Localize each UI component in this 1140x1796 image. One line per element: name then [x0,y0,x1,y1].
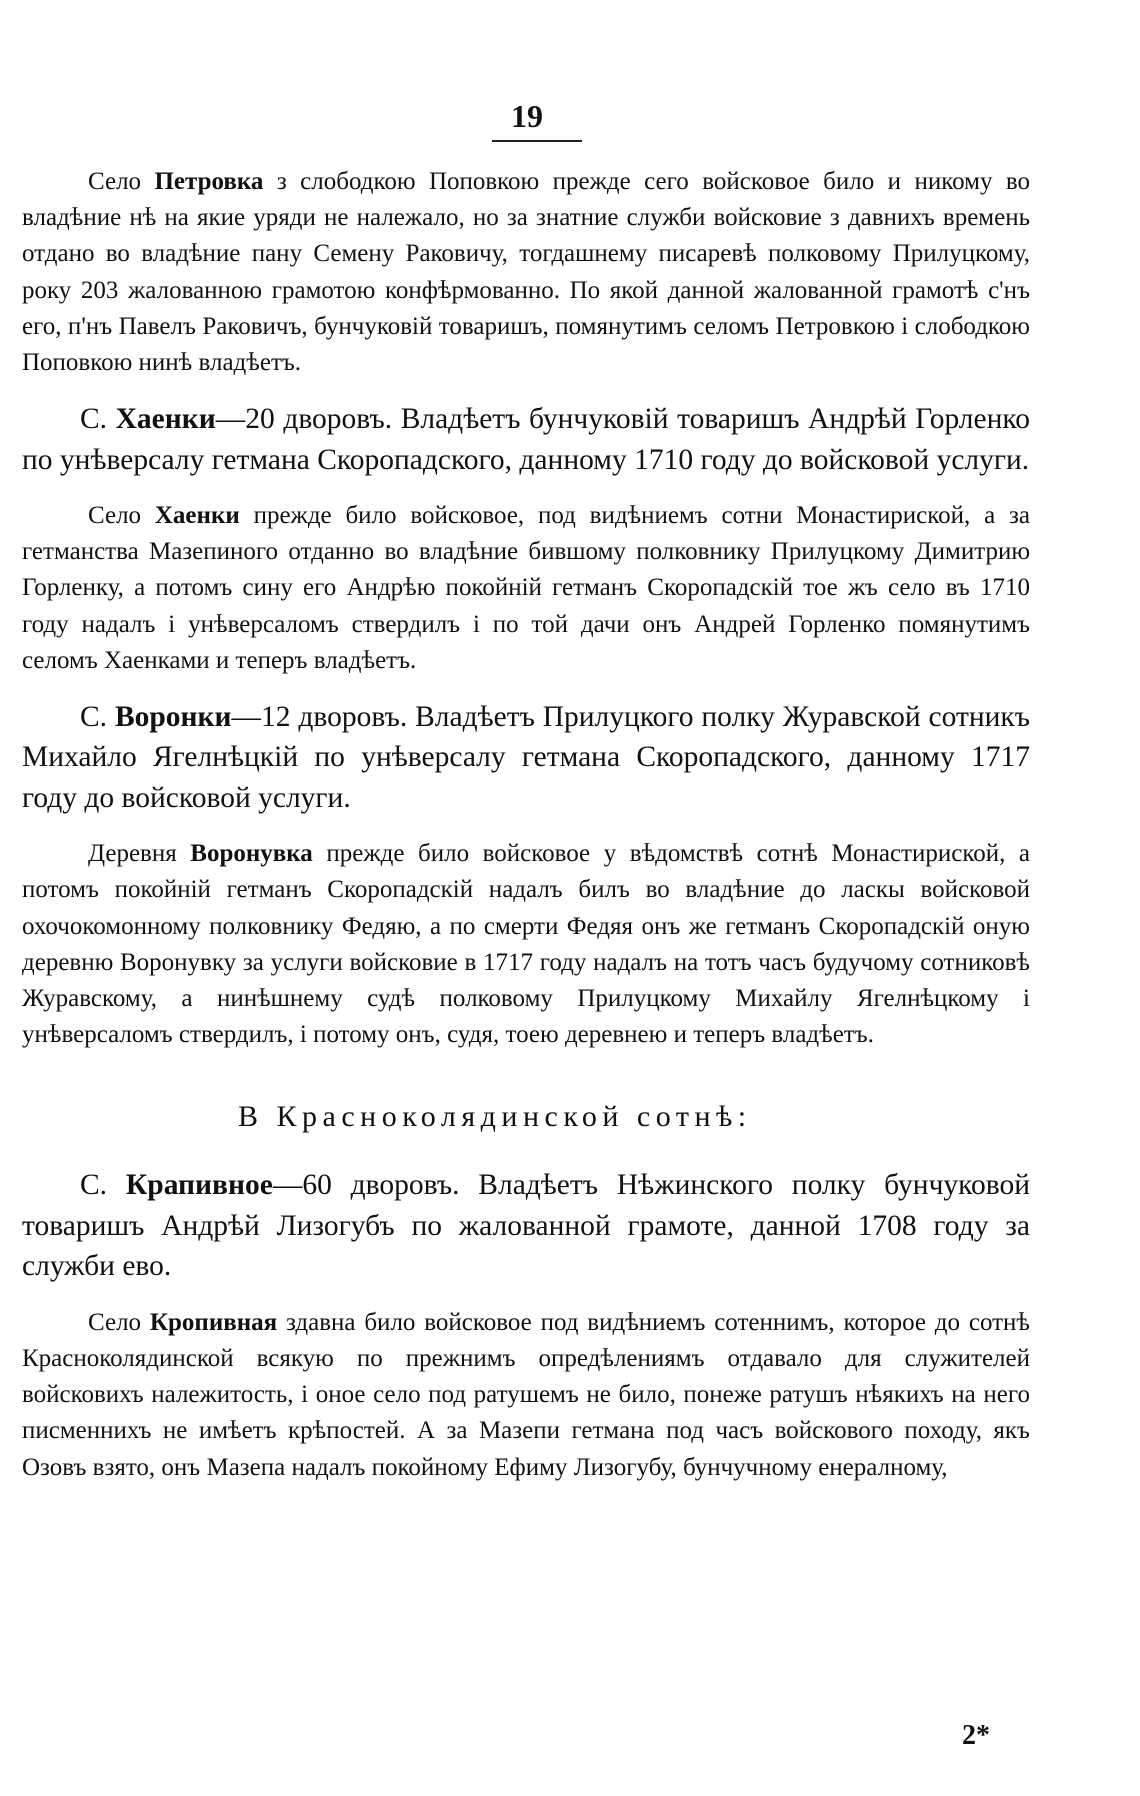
paragraph-voronuvka [22,836,1030,1053]
text-block-1 [22,164,1030,1053]
paragraph-kropivnaya-place-name: Кропивная [141,1308,278,1336]
paragraph-kropivnaya-lead: Село [88,1308,142,1336]
paragraph-voronuvka-text: прежде било войсковое у вѣдомствѣ сотнѣ Монастириской, а потомъ покойнiй гетманъ Скоропадскiй надалъ билъ во владѣние до ласкы войсковой охочокомонному полковнику Федяю, а по смерти Федяя онъ же гетманъ Скоропадскiй оную деревню Воронувку за услуги войсковие в 1717 году надалъ на тотъ часъ будучому сотниковѣ Журавскому, а нинѣшнему судѣ полковому Прилуцкому Михайлу Ягелнѣцкому і унѣверсаломъ ствердилъ, і потому онъ, судя, тоею деревнею и теперъ владѣетъ. [22,840,1030,1049]
entry-khaenki-lead: С. [80,403,108,436]
paragraph-petrovka-text: з слободкою Поповкою прежде сего войсковое било и никому во владѣние нѣ на якие уряди не належало, но за знатние служби войсковие з давнихъ времень отдано во владѣние пану Семену Раковичу, тогдашнему писаревѣ полковому Прилуцкому, року 203 жалованною грамотою конфѣрмованно. По якой данной жалованной грамотѣ с'нъ его, п'нъ Павелъ Раковичъ, бунчуковiй товаришъ, помянутимъ селомъ Петровкою і слободкою Поповкою нинѣ владѣетъ. [22,168,1031,377]
page-number: 19 [511,98,543,134]
entry-voronki-place-name: Воронки [107,701,232,734]
signature-mark: 2* [962,1720,990,1751]
entry-voronki [22,697,1030,818]
paragraph-petrovka-place-name: Петровка [141,168,264,195]
entry-voronki-text: —12 дворовъ. Владѣетъ Прилуцкого полку Журавской сотникъ Михайло Ягелнѣцкiй по унѣверсалу гетмана Скоропадского, данному 1717 году до войсковой услуги. [22,701,1030,814]
entry-krapivnoe-text: —60 дворовъ. Владѣетъ Нѣжинского полку бунчуковой товаришъ Андрѣй Лизогубъ по жалованной грамоте, данной 1708 году за служби ево. [22,1169,1030,1283]
entry-voronki-lead: С. [80,701,108,734]
entry-krapivnoe-lead: С. [80,1169,108,1202]
paragraph-voronuvka-lead: Деревня [88,840,177,868]
entry-krapivnoe-place-name: Крапивное [107,1169,273,1202]
paragraph-khaenki-text: прежде било войсковое, под видѣниемъ сотни Монастириской, а за гетманства Мазепиного отданно во владѣние бившому полковнику Прилуцкому Димитрию Горленку, а потомъ сину его Андрѣю покойнiй гетманъ Скоропадскiй тое жъ село въ 1710 году надалъ і унѣверсаломъ ствердилъ і по той дачи онъ Андрей Горленко помянутимъ селомъ Хаенками и теперъ владѣетъ. [22,502,1030,674]
paragraph-kropivnaya [22,1305,1030,1486]
paragraph-voronuvka-place-name: Воронувка [176,840,313,868]
paragraph-kropivnaya-text: здавна било войсковое под видѣниемъ сотеннимъ, которое до сотнѣ Красноколядинской всякую по прежнимъ опредѣлениямъ отдавало для служителей войсковихъ належитость, і оное село под ратушемъ не било, понеже ратушъ нѣякихъ на него писменнихъ не имѣетъ крѣпостей. А за Мазепи гетмана под часъ войскового походу, якъ Озовъ взято, онъ Мазепа надалъ покойному Ефиму Лизогубу, бунчучному енералному, [22,1308,1030,1481]
paragraph-khaenki [22,498,1030,679]
entry-khaenki [22,399,1030,480]
page-number-rule [492,140,582,142]
paragraph-khaenki-lead: Село [88,502,142,530]
entry-khaenki-place-name: Хаенки [107,403,216,436]
section-heading: В Красноколядинской сотнѣ: [238,1100,752,1134]
paragraph-petrovka [22,164,1030,381]
entry-krapivnoe [22,1165,1030,1286]
entry-khaenki-text: —20 дворовъ. Владѣетъ бунчуковiй товаришъ Андрѣй Горленко по унѣверсалу гетмана Скоропадского, данному 1710 году до войсковой услуги. [22,403,1030,476]
paragraph-petrovka-lead: Село [88,168,142,195]
paragraph-khaenki-place-name: Хаенки [141,502,240,530]
text-block-2 [22,1165,1030,1485]
